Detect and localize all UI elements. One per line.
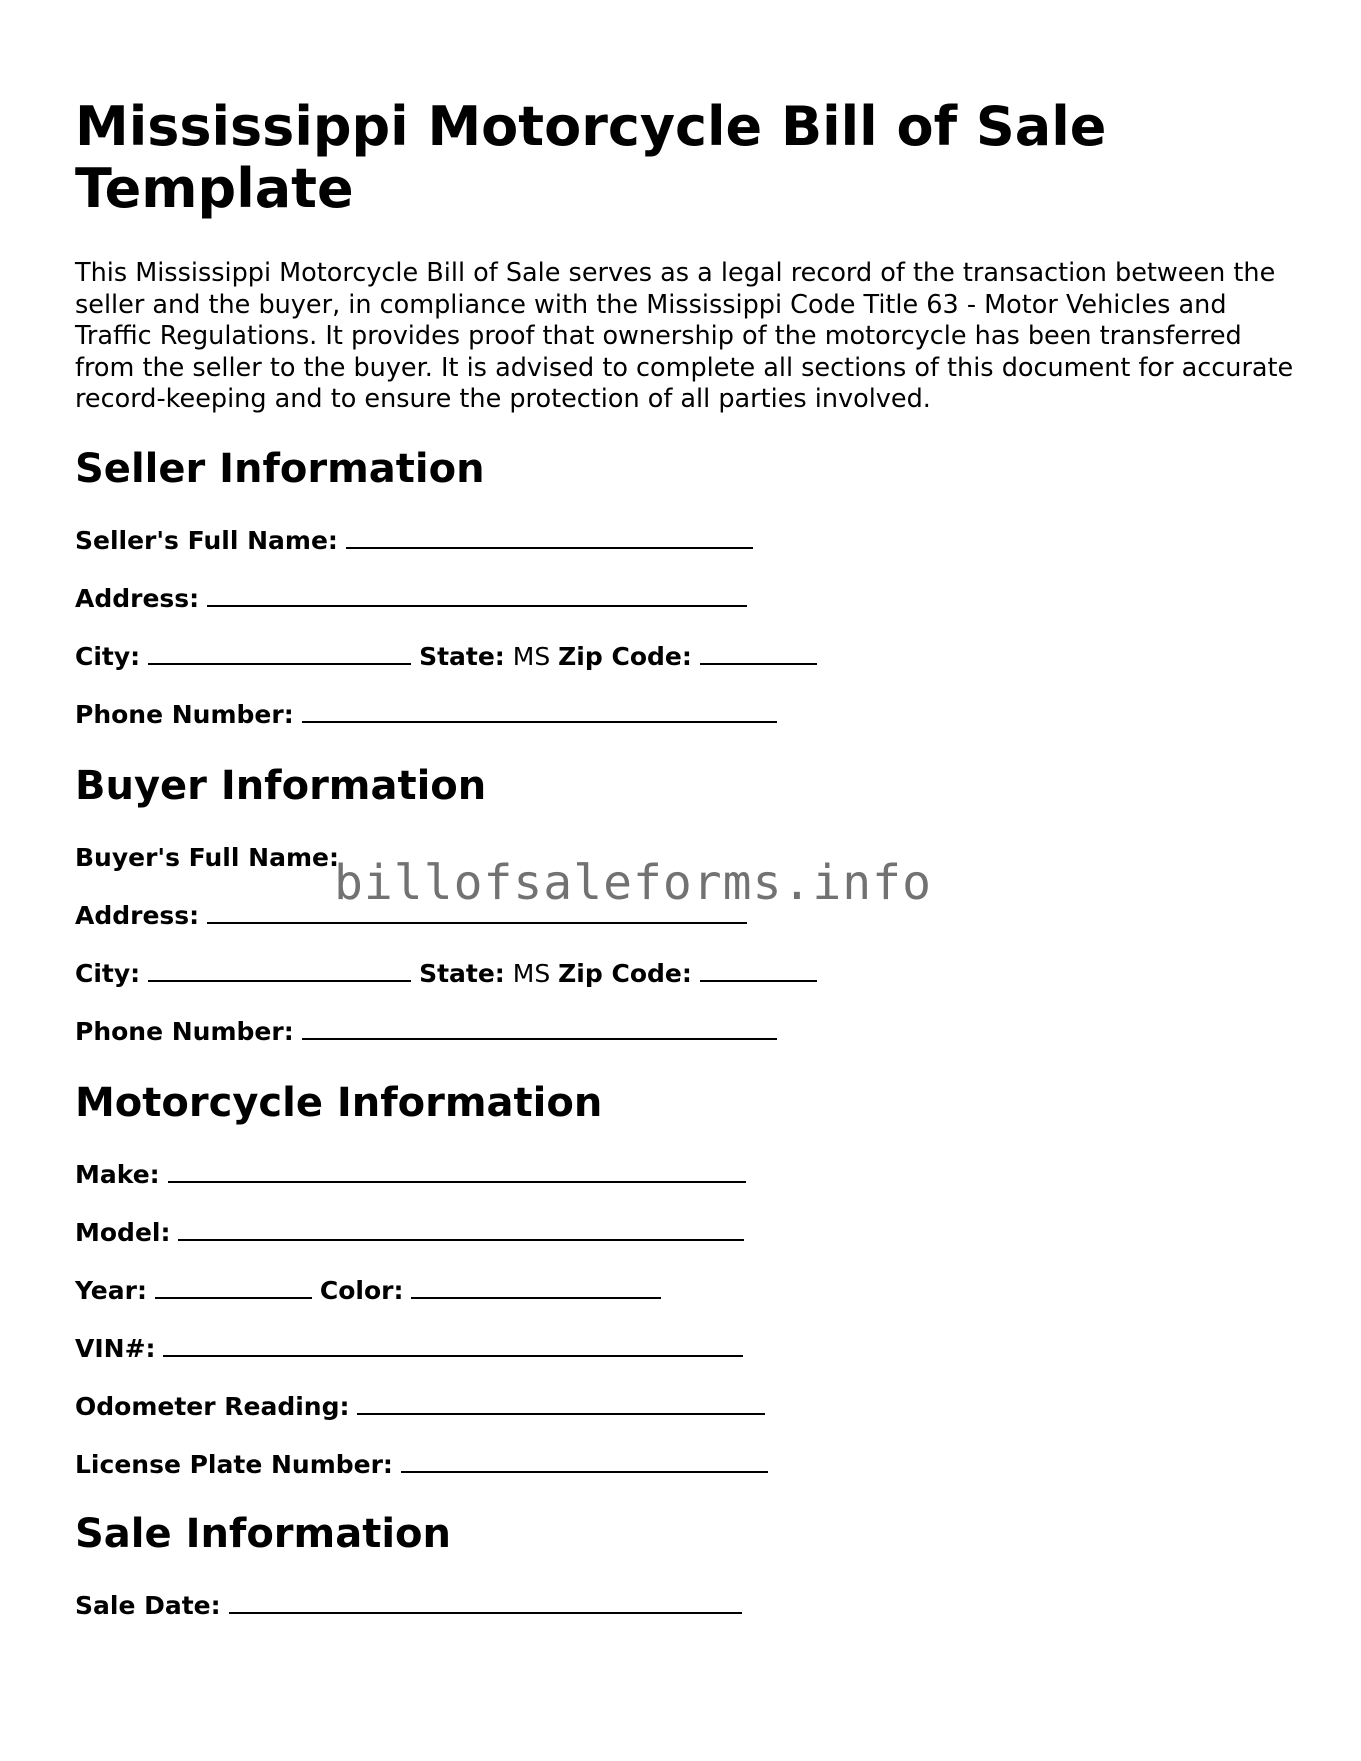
license-plate-field [75, 1449, 768, 1481]
buyer-address-label: Address: [75, 901, 200, 930]
year-color-field [75, 1275, 661, 1307]
vin-label: VIN#: [75, 1334, 156, 1363]
watermark-text: billofsaleforms.info [334, 855, 932, 911]
sale-date-label: Sale Date: [75, 1591, 221, 1620]
sale-date-field [75, 1590, 742, 1622]
motorcycle-section-heading: Motorcycle Information [75, 1080, 603, 1126]
seller-city-label: City: [75, 642, 141, 671]
seller-zip-label: Zip Code: [558, 642, 692, 671]
intro-paragraph: This Mississippi Motorcycle Bill of Sale serves as a legal record of the transaction between the seller and the buyer, in compliance with the Mississippi Code Title 63 - Motor Vehicles and Traffic Regulations. It provides proof that ownership of the motorcycle has been transferred from the seller to the buyer. It is advised to complete all sections of this document for accurate record-keeping and to ensure the protection of all parties involved. [75, 258, 1294, 414]
buyer-city-line[interactable] [148, 958, 411, 982]
buyer-city-state-zip-field [75, 958, 817, 990]
license-plate-line[interactable] [401, 1449, 768, 1473]
buyer-city-label: City: [75, 959, 141, 988]
odometer-line[interactable] [357, 1391, 765, 1415]
buyer-zip-label: Zip Code: [558, 959, 692, 988]
odometer-label: Odometer Reading: [75, 1392, 350, 1421]
document-title: Mississippi Motorcycle Bill of Sale Template [75, 95, 1107, 220]
seller-address-field [75, 583, 747, 615]
seller-state-value: MS [512, 642, 551, 671]
seller-full-name-field [75, 525, 753, 557]
model-label: Model: [75, 1218, 171, 1247]
seller-phone-line[interactable] [302, 699, 777, 723]
seller-zip-line[interactable] [700, 641, 817, 665]
buyer-phone-line[interactable] [302, 1016, 777, 1040]
buyer-phone-field [75, 1016, 777, 1048]
seller-city-state-zip-field [75, 641, 817, 673]
buyer-full-name-label: Buyer's Full Name: [75, 843, 339, 872]
color-line[interactable] [411, 1275, 661, 1299]
year-line[interactable] [155, 1275, 312, 1299]
seller-phone-label: Phone Number: [75, 700, 294, 729]
buyer-phone-label: Phone Number: [75, 1017, 294, 1046]
sale-section-heading: Sale Information [75, 1511, 451, 1557]
buyer-state-label: State: [419, 959, 505, 988]
year-label: Year: [75, 1276, 147, 1305]
seller-address-label: Address: [75, 584, 200, 613]
make-field [75, 1159, 746, 1191]
model-line[interactable] [178, 1217, 744, 1241]
seller-full-name-line[interactable] [346, 525, 753, 549]
odometer-field [75, 1391, 765, 1423]
vin-field [75, 1333, 743, 1365]
seller-section-heading: Seller Information [75, 446, 485, 492]
buyer-state-value: MS [512, 959, 551, 988]
seller-phone-field [75, 699, 777, 731]
buyer-section-heading: Buyer Information [75, 763, 487, 809]
vin-line[interactable] [163, 1333, 743, 1357]
seller-city-line[interactable] [148, 641, 411, 665]
seller-state-label: State: [419, 642, 505, 671]
seller-address-line[interactable] [207, 583, 747, 607]
buyer-full-name-field [75, 842, 339, 874]
model-field [75, 1217, 744, 1249]
make-label: Make: [75, 1160, 160, 1189]
make-line[interactable] [168, 1159, 746, 1183]
sale-date-line[interactable] [229, 1590, 742, 1614]
buyer-zip-line[interactable] [700, 958, 817, 982]
seller-full-name-label: Seller's Full Name: [75, 526, 338, 555]
color-label: Color: [319, 1276, 404, 1305]
license-plate-label: License Plate Number: [75, 1450, 393, 1479]
